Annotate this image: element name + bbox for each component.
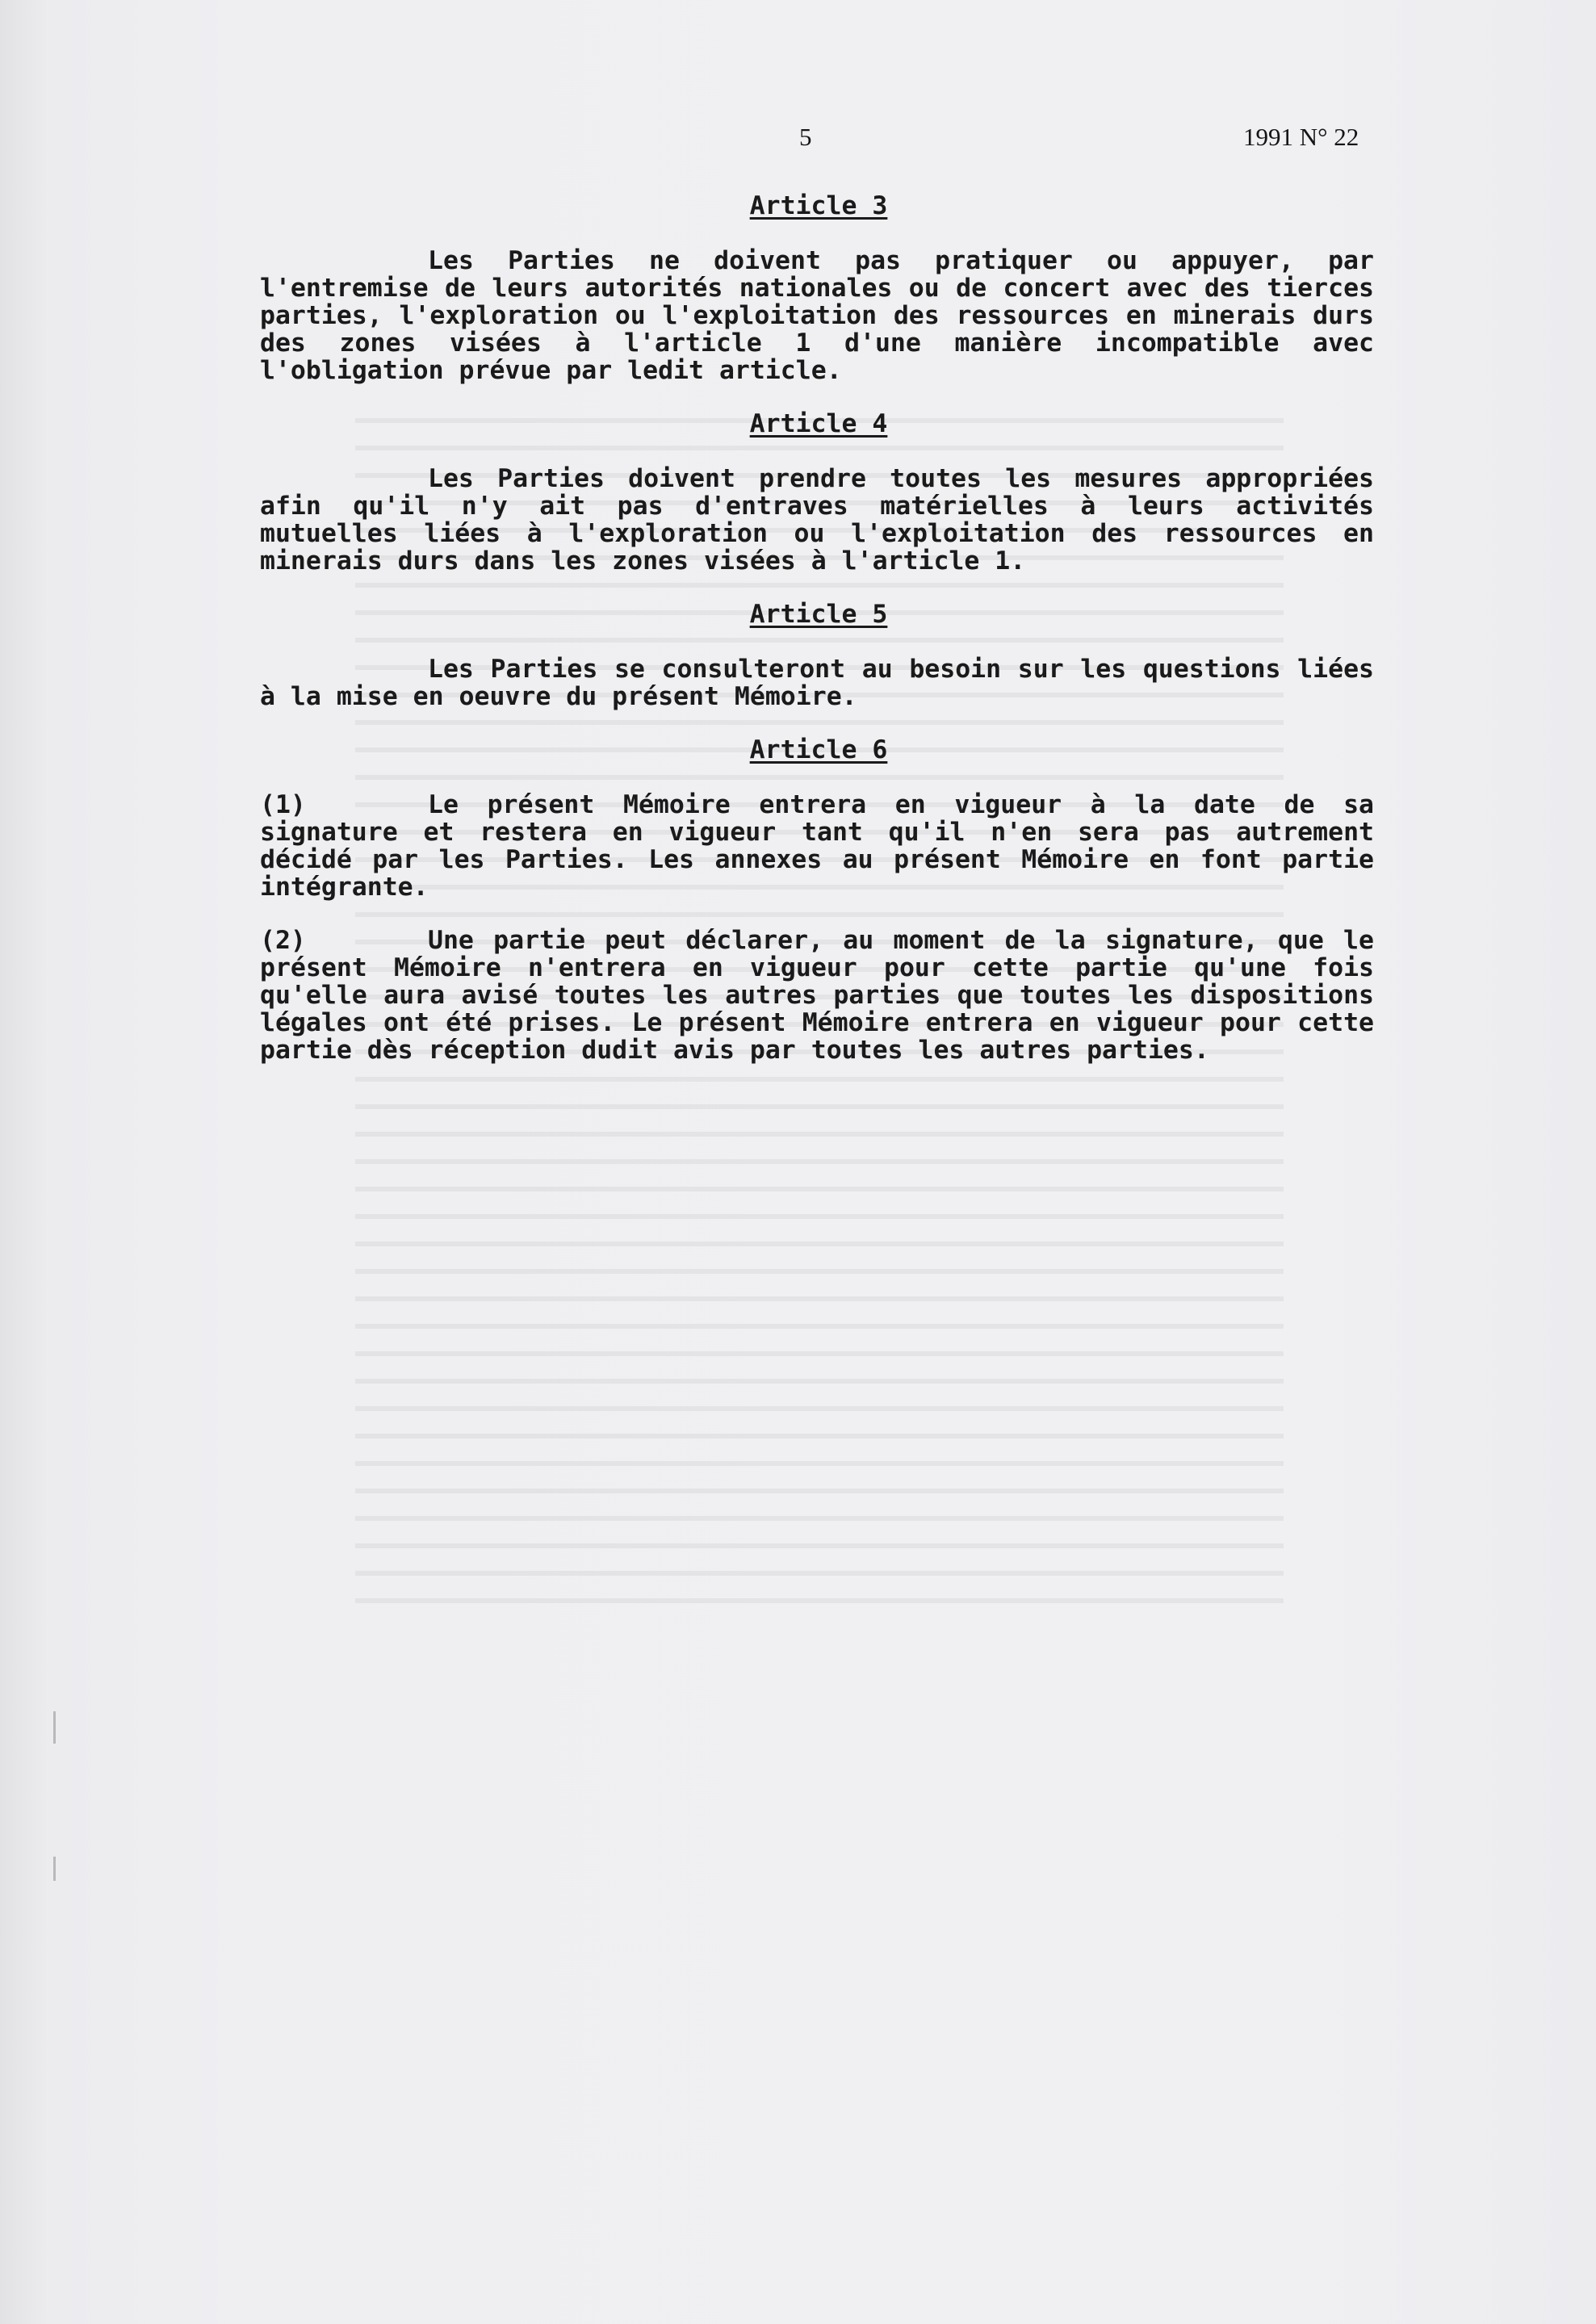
paragraph-number: (1) bbox=[260, 790, 306, 819]
article-paragraph bbox=[260, 655, 1374, 710]
paragraph-number: (2) bbox=[260, 926, 306, 955]
page-number: 5 bbox=[799, 123, 812, 151]
paragraph-first-line: Le présent Mémoire entrera en vigueur à la date de sa bbox=[428, 790, 1374, 819]
article-heading: Article 6 bbox=[749, 735, 888, 764]
numbered-paragraph bbox=[260, 927, 1374, 1064]
gutter-mark bbox=[53, 1857, 56, 1881]
article-6 bbox=[260, 736, 1374, 1064]
paragraph-text: signature et restera en vigueur tant qu'il n'en sera pas autrement décidé par les Parties. Les annexes au présent Mémoire en font partie intégrante. bbox=[260, 818, 1374, 902]
document-reference: 1991 N° 22 bbox=[1243, 123, 1359, 151]
paragraph-text: Les Parties doivent prendre toutes les mesures appropriées afin qu'il n'y ait pas d'entraves matérielles à leurs activités mutuelles liées à l'exploration ou l'exploitation des ressources en minerais durs dans les zones visées à l'article 1. bbox=[260, 464, 1374, 576]
article-heading: Article 5 bbox=[749, 600, 888, 629]
article-3 bbox=[260, 192, 1374, 384]
article-heading: Article 3 bbox=[749, 191, 888, 220]
article-5 bbox=[260, 601, 1374, 710]
numbered-paragraph bbox=[260, 791, 1374, 901]
paragraph-first-line: Une partie peut déclarer, au moment de la signature, bbox=[428, 926, 1259, 955]
paragraph-text: Les Parties ne doivent pas pratiquer ou appuyer, par l'entremise de leurs autorités nationales ou de concert avec des tierces parties, l'exploration ou l'exploitation des ressources en minerais durs des zones visées à l'article 1 d'une manière incompatible avec l'obligation prévue par ledit article. bbox=[260, 246, 1374, 385]
article-paragraph bbox=[260, 247, 1374, 384]
document-body bbox=[260, 192, 1374, 1090]
article-paragraph bbox=[260, 465, 1374, 575]
page-header bbox=[0, 123, 1596, 158]
gutter-mark bbox=[53, 1711, 56, 1744]
paragraph-text: Les Parties se consulteront au besoin sur les questions liées à la mise en oeuvre du présent Mémoire. bbox=[260, 655, 1374, 711]
article-4 bbox=[260, 410, 1374, 575]
article-heading: Article 4 bbox=[749, 409, 888, 438]
paragraph-text: que le présent Mémoire n'entrera en vigueur pour cette partie qu'une fois qu'elle aura avisé toutes les autres parties que toutes les dispositions légales ont été prises. Le présent Mémoire entrera en vigueur pour cette partie dès réception dudit avis par toutes les autres parties. bbox=[260, 926, 1374, 1065]
